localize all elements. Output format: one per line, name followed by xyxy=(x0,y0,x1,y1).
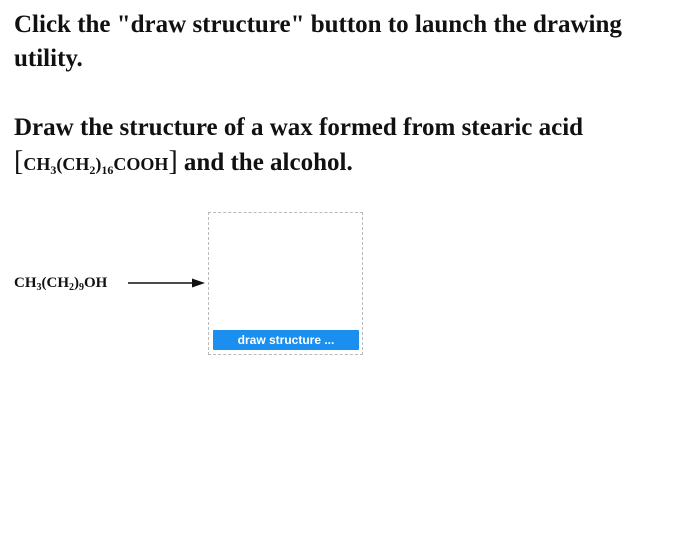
question-prompt-end: and the alcohol. xyxy=(183,149,353,176)
draw-structure-button[interactable]: draw structure ... xyxy=(213,330,359,350)
reactant-sub-3: 3 xyxy=(36,282,42,293)
instruction-text: Click the "draw structure" button to launch the drawing utility. xyxy=(14,11,622,72)
reactant-part-ch2: (CH xyxy=(41,275,69,291)
right-arrow-icon xyxy=(128,277,206,289)
stearic-acid-formula xyxy=(14,146,178,177)
reactant-part-paren: ) xyxy=(74,275,79,291)
formula-sub-16: 16 xyxy=(101,163,114,177)
reactant-sub-9: 9 xyxy=(79,282,84,293)
question-prompt: Draw the structure of a wax formed from stearic acid xyxy=(14,114,584,141)
question-text xyxy=(14,111,694,187)
reactant-sub-2: 2 xyxy=(69,282,74,293)
reactant-part-ch: CH xyxy=(14,275,37,291)
formula-part-ch2: (CH xyxy=(56,154,90,174)
reactant-part-oh: OH xyxy=(84,275,108,291)
formula-open-bracket: [ xyxy=(14,146,24,177)
formula-part-ch: CH xyxy=(23,154,51,174)
formula-part-paren: ) xyxy=(95,154,102,174)
formula-part-cooh: COOH xyxy=(113,154,169,174)
alcohol-reactant xyxy=(14,275,107,293)
formula-close-bracket: ] xyxy=(168,146,178,177)
formula-sub-3: 3 xyxy=(50,163,57,177)
formula-sub-2: 2 xyxy=(89,163,96,177)
